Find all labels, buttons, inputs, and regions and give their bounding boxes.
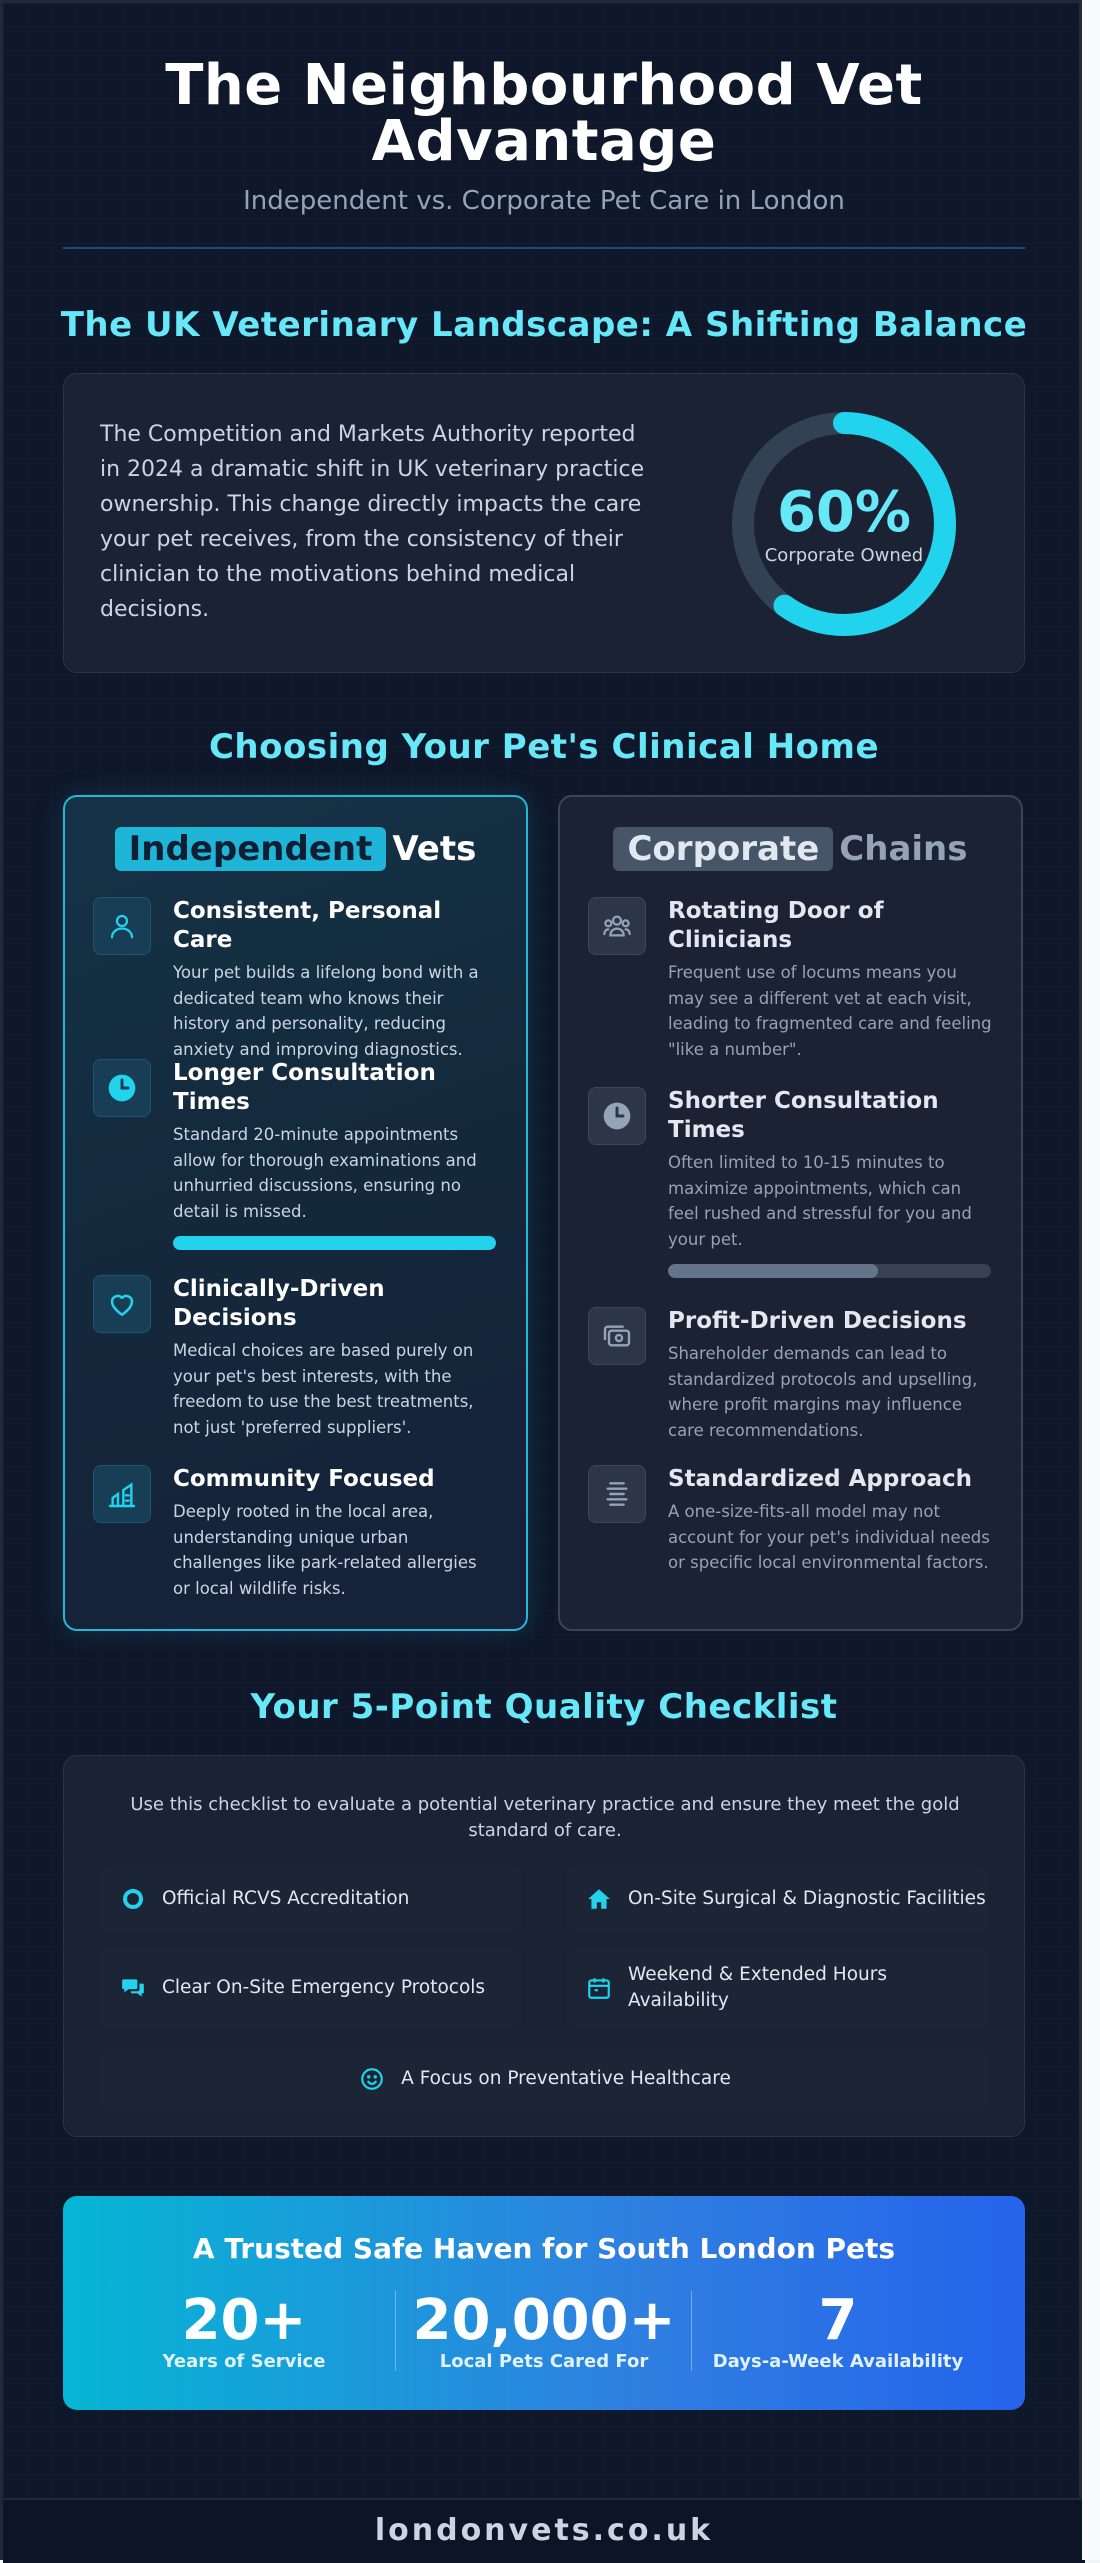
comparison-heading: Choosing Your Pet's Clinical Home bbox=[208, 727, 880, 767]
landscape-heading: The UK Veterinary Landscape: A Shifting Balance bbox=[60, 305, 1028, 345]
checklist-item bbox=[100, 1866, 522, 1932]
independent-heading bbox=[65, 827, 526, 871]
donut-value: 60% bbox=[776, 479, 912, 545]
home-icon bbox=[584, 1884, 614, 1914]
stat-block bbox=[94, 2288, 394, 2372]
header bbox=[3, 53, 1085, 216]
checklist-intro: Use this checklist to evaluate a potential veterinary practice and ensure they meet the gold standard of care. bbox=[130, 1794, 960, 1841]
page-edge bbox=[1082, 0, 1100, 2560]
independent-heading-rest: Vets bbox=[392, 829, 477, 869]
checklist-label: Official RCVS Accreditation bbox=[162, 1888, 410, 1909]
feature-text: Often limited to 10-15 minutes to maximize appointments, which can feel rushed and stressful for you and your pet. bbox=[668, 1153, 972, 1249]
checklist-heading: Your 5-Point Quality Checklist bbox=[250, 1687, 838, 1727]
haven-banner bbox=[63, 2196, 1025, 2410]
stat-caption: Local Pets Cared For bbox=[439, 2351, 649, 2372]
checklist-label: Clear On-Site Emergency Protocols bbox=[162, 1977, 486, 1998]
feature-title: Clinically-Driven Decisions bbox=[173, 1276, 385, 1331]
page-subtitle: Independent vs. Corporate Pet Care in London bbox=[243, 186, 845, 216]
independent-column bbox=[63, 795, 528, 1631]
users-icon bbox=[588, 897, 646, 955]
checklist-card bbox=[63, 1755, 1025, 2137]
stat-value: 20+ bbox=[181, 2288, 307, 2353]
feature-text: Your pet builds a lifelong bond with a dedicated team who knows their history and personality, reducing anxiety and improving diagnostics. bbox=[173, 963, 479, 1059]
stat-value: 20,000+ bbox=[412, 2288, 676, 2353]
feature-text: A one-size-fits-all model may not account for your pet's individual needs or specific local environmental factors. bbox=[668, 1502, 990, 1572]
feature-title: Consistent, Personal Care bbox=[173, 898, 442, 953]
feature-title: Profit-Driven Decisions bbox=[668, 1308, 967, 1334]
landscape-card bbox=[63, 373, 1025, 673]
feature-text: Deeply rooted in the local area, understanding unique urban challenges like park-related allergies or local wildlife risks. bbox=[173, 1502, 477, 1598]
independent-highlight: Independent bbox=[115, 827, 387, 871]
smile-icon bbox=[357, 2064, 387, 2094]
chat-icon bbox=[118, 1973, 148, 2003]
feature-title: Standardized Approach bbox=[668, 1466, 972, 1492]
feature-title: Rotating Door of Clinicians bbox=[668, 898, 884, 953]
consultation-time-bar bbox=[173, 1236, 496, 1250]
feature-title: Community Focused bbox=[173, 1466, 435, 1492]
footer-site-link[interactable]: londonvets.co.uk bbox=[374, 2513, 714, 2548]
stat-caption: Days-a-Week Availability bbox=[712, 2351, 964, 2372]
checklist-item bbox=[566, 1948, 988, 2028]
donut-label: Corporate Owned bbox=[764, 544, 924, 566]
stat-caption: Years of Service bbox=[162, 2351, 326, 2372]
corporate-heading-rest: Chains bbox=[839, 829, 968, 869]
consultation-time-bar-fill bbox=[173, 1236, 496, 1250]
checklist-label: Weekend & Extended Hours Availability bbox=[628, 1964, 888, 2011]
corporate-highlight: Corporate bbox=[613, 827, 833, 871]
donut-center bbox=[729, 409, 959, 639]
feature-text: Shareholder demands can lead to standardized protocols and upselling, where profit margins may influence care recommendations. bbox=[668, 1344, 978, 1440]
footer bbox=[3, 2498, 1085, 2563]
stat-block bbox=[688, 2288, 988, 2372]
community-icon bbox=[93, 1465, 151, 1523]
list-icon bbox=[588, 1465, 646, 1523]
haven-title: A Trusted Safe Haven for South London Pets bbox=[192, 2232, 896, 2265]
corporate-heading bbox=[560, 827, 1021, 871]
clock-icon bbox=[93, 1059, 151, 1117]
checklist-label: A Focus on Preventative Healthcare bbox=[401, 2068, 731, 2089]
stat-value: 7 bbox=[818, 2288, 858, 2353]
heart-icon bbox=[93, 1275, 151, 1333]
consultation-time-bar bbox=[668, 1264, 991, 1278]
calendar-icon bbox=[584, 1973, 614, 2003]
feature-title: Longer Consultation Times bbox=[173, 1060, 436, 1115]
consultation-time-bar-fill bbox=[668, 1264, 878, 1278]
landscape-text: The Competition and Markets Authority reported in 2024 a dramatic shift in UK veterinary practice ownership. This change directly impacts the care your pet receives, from the consistency of their clinician to the motivations behind medical decisions. bbox=[100, 422, 645, 622]
page-title: The Neighbourhood Vet Advantage bbox=[165, 53, 923, 174]
checklist-item bbox=[566, 1866, 988, 1932]
header-divider bbox=[63, 247, 1025, 249]
user-icon bbox=[93, 897, 151, 955]
feature-text: Frequent use of locums means you may see a different vet at each visit, leading to fragmented care and feeling "like a number". bbox=[668, 963, 992, 1059]
clock-icon bbox=[588, 1087, 646, 1145]
checklist-item bbox=[100, 1948, 522, 2028]
feature-text: Medical choices are based purely on your pet's best interests, with the freedom to use the best treatments, not just 'preferred suppliers'. bbox=[173, 1341, 474, 1437]
feature-text: Standard 20-minute appointments allow for thorough examinations and unhurried discussions, ensuring no detail is missed. bbox=[173, 1125, 477, 1221]
feature-title: Shorter Consultation Times bbox=[668, 1088, 939, 1143]
money-icon bbox=[588, 1307, 646, 1365]
corporate-column bbox=[558, 795, 1023, 1631]
ring-icon bbox=[118, 1884, 148, 1914]
checklist-item bbox=[100, 2046, 988, 2112]
stat-block bbox=[394, 2288, 694, 2372]
checklist-label: On-Site Surgical & Diagnostic Facilities bbox=[628, 1888, 986, 1909]
